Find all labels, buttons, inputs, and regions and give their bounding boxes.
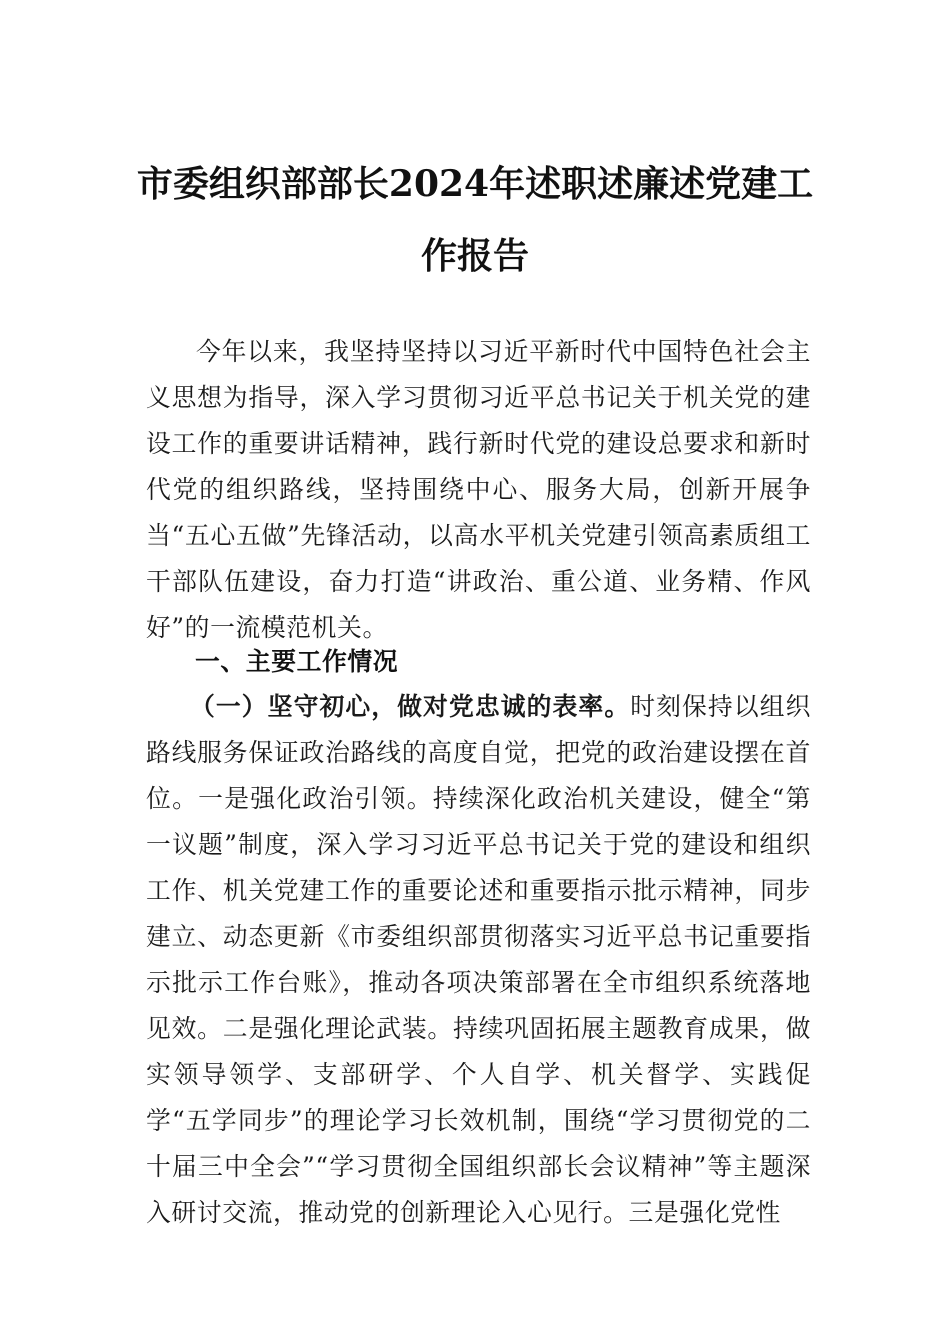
- document-title-line-1: 市委组织部部长2024年述职述廉述党建工: [136, 163, 814, 205]
- intro-paragraph: 今年以来，我坚持坚持以习近平新时代中国特色社会主义思想为指导，深入学习贯彻习近平总书记关于机关党的建设工作的重要讲话精神，践行新时代党的建设总要求和新时代党的组织路线，坚持围绕中心、服务大局，创新开展争当“五心五做”先锋活动，以高水平机关党建引领高素质组工干部队伍建设，奋力打造“讲政治、重公道、业务精、作风好”的一流模范机关。: [146, 337, 811, 642]
- document-title-line-2: 作报告: [420, 235, 529, 277]
- subsection-lead-heading: （一）坚守初心，做对党忠诚的表率。: [190, 692, 631, 721]
- section-heading-main-work: 一、主要工作情况: [195, 647, 399, 676]
- subsection-body-text: 时刻保持以组织路线服务保证政治路线的高度自觉，把党的政治建设摆在首位。一是强化政治引领。持续深化政治机关建设，健全“第一议题”制度，深入学习习近平总书记关于党的建设和组织工作、机关党建工作的重要论述和重要指示批示精神，同步建立、动态更新《市委组织部贯彻落实习近平总书记重要指示批示工作台账》，推动各项决策部署在全市组织系统落地见效。二是强化理论武装。持续巩固拓展主题教育成果，做实领导领学、支部研学、个人自学、机关督学、实践促学“五学同步”的理论学习长效机制，围绕“学习贯彻党的二十届三中全会”“学习贯彻全国组织部长会议精神”等主题深入研讨交流，推动党的创新理论入心见行。三是强化党性: [146, 692, 812, 1227]
- subsection-paragraph-loyalty: [146, 684, 811, 1236]
